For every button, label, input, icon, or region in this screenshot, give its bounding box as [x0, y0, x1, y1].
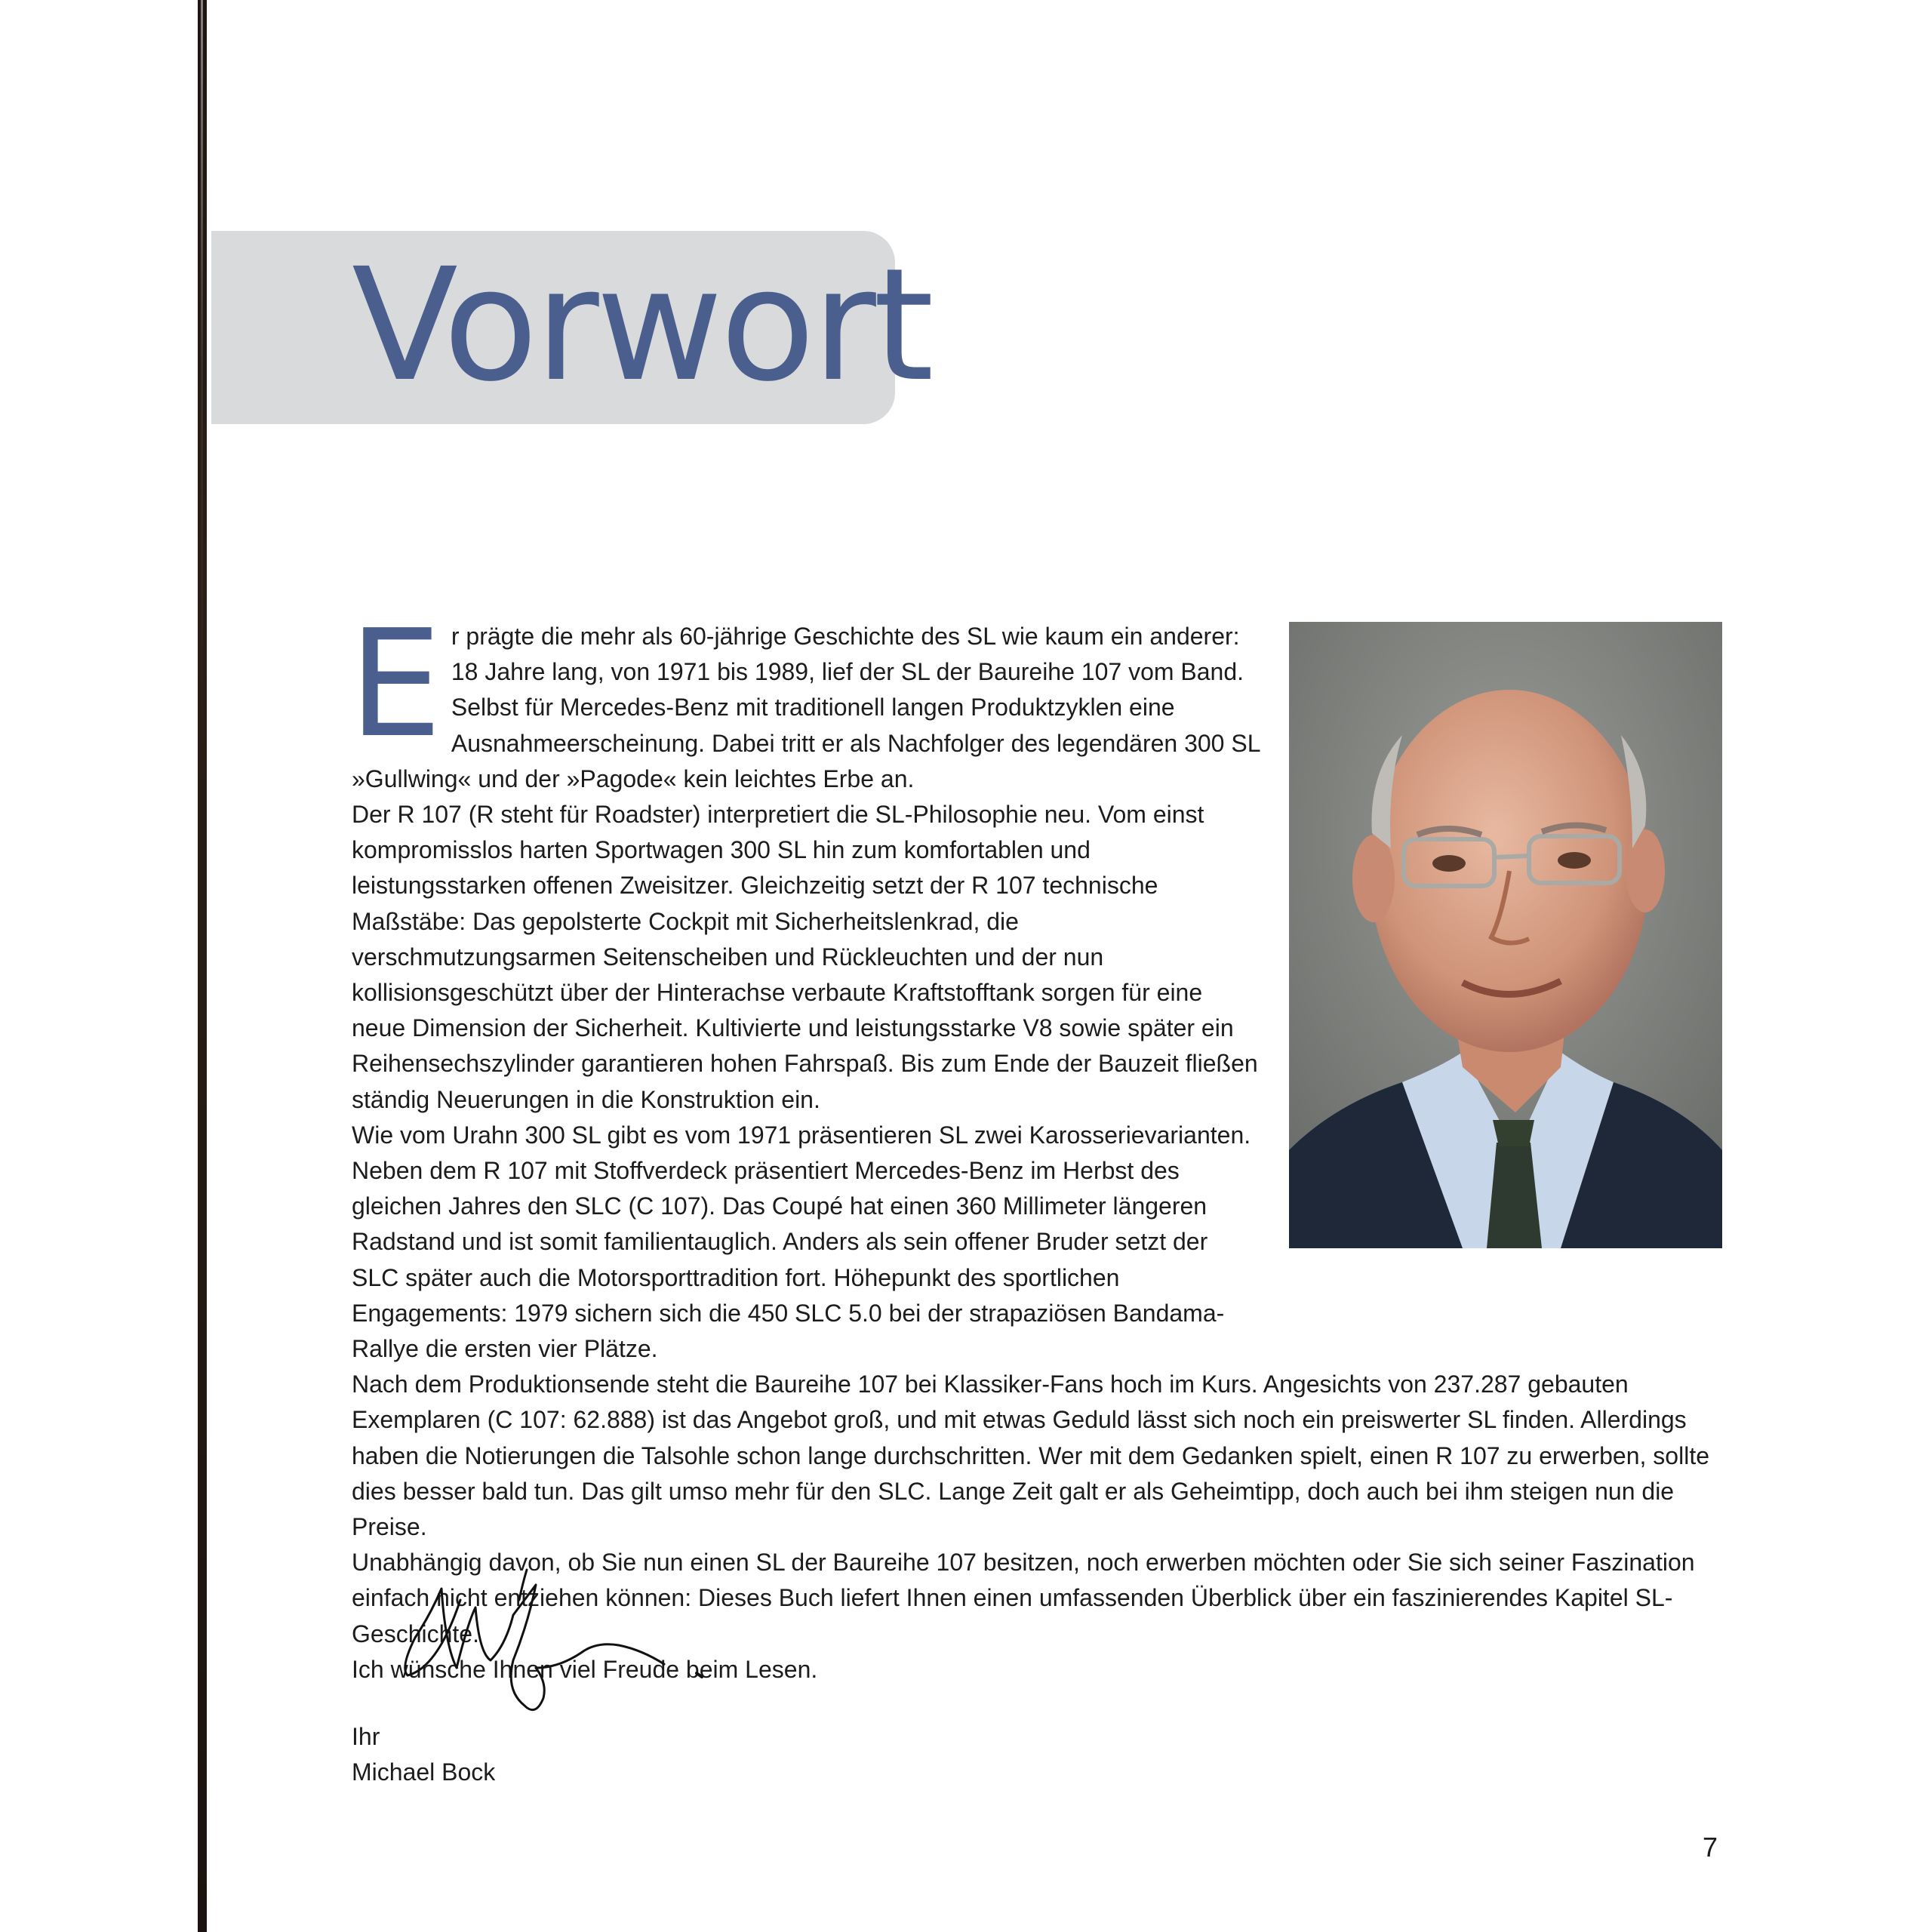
paragraph: Nach dem Produktionsende steht die Baureihe 107 bei Klassiker-Fans hoch im Kurs. Angesichts von 237.287 gebauten Exemplaren (C 107: 62.888) ist das Angebot groß, und mit etwas Geduld lässt sich noch ein preiswerter SL finden. Allerdings haben die Notierungen die Talsohle schon lange durchschritten. Wer mit dem Gedanken spielt, einen R 107 zu erwerben, sollte dies besser bald tun. Das gilt umso mehr für den SLC. Lange Zeit galt er als Geheimtipp, doch auch bei ihm steigen nun die Preise.	[352, 1371, 1709, 1541]
paragraph: Der R 107 (R steht für Roadster) interpretiert die SL-Philosophie neu. Vom einst kompromisslos harten Sportwagen 300 SL hin zum komfortablen und leistungsstarken offenen Zweisitzer. Gleichzeitig setzt der R 107 technische Maßstäbe: Das gepolsterte Cockpit mit Sicherheitslenkrad, die verschmutzungsarmen Seitenscheiben und Rückleuchten und der nun kollisionsgeschützt über der Hinterachse verbaute Kraftstofftank sorgen für eine neue Dimension der Sicherheit. Kultivierte und leistungsstarke V8 sowie später ein Reihensechszylinder garantieren hohen Fahrspaß. Bis zum Ende der Bauzeit fließen ständig Neuerungen in die Konstruktion ein.	[352, 801, 1258, 1113]
signature-drawing	[392, 1555, 724, 1743]
text-column-wrapped	[349, 598, 1261, 1367]
author-name: Michael Bock	[352, 1758, 496, 1786]
page-title: Vorwort	[352, 235, 931, 416]
paragraph: Ich wünsche Ihnen viel Freude beim Lesen.	[352, 1655, 818, 1683]
article-body	[349, 598, 1733, 1687]
drop-cap: E	[349, 598, 442, 771]
closing-salutation: Ihr	[352, 1723, 380, 1750]
paragraph: r prägte die mehr als 60-jährige Geschichte des SL wie kaum ein anderer: 18 Jahre lang, von 1971 bis 1989, lief der SL der Baureihe 107 vom Band. Selbst für Mercedes-Benz mit traditionell langen Produktzyklen eine Ausnahmeerscheinung. Dabei tritt er als Nachfolger des legendären 300 SL »Gullwing« und der »Pagode« kein leichtes Erbe an.	[352, 623, 1260, 792]
paragraph: Unabhängig davon, ob Sie nun einen SL der Baureihe 107 besitzen, noch erwerben möchten oder Sie sich seiner Faszination einfach nicht entziehen können: Dieses Buch liefert Ihnen einen umfassenden Überblick über ein faszinierendes Kapitel SL-Geschichte.	[352, 1549, 1695, 1647]
paragraph: Wie vom Urahn 300 SL gibt es vom 1971 präsentieren SL zwei Karosserievarianten. Neben dem R 107 mit Stoffverdeck präsentiert Mercedes-Benz im Herbst des gleichen Jahres den SLC (C 107). Das Coupé hat einen 360 Millimeter längeren Radstand und ist somit familientauglich. Anders als sein offener Bruder setzt der SLC später auch die Motorsporttradition fort. Höhepunkt des sportlichen Engagements: 1979 sichern sich die 450 SLC 5.0 bei der strapaziösen Bandama-Rallye die ersten vier Plätze.	[352, 1121, 1251, 1363]
closing-block	[352, 1719, 495, 1790]
page-number: 7	[1703, 1832, 1718, 1863]
page-edge-highlight	[201, 0, 203, 755]
